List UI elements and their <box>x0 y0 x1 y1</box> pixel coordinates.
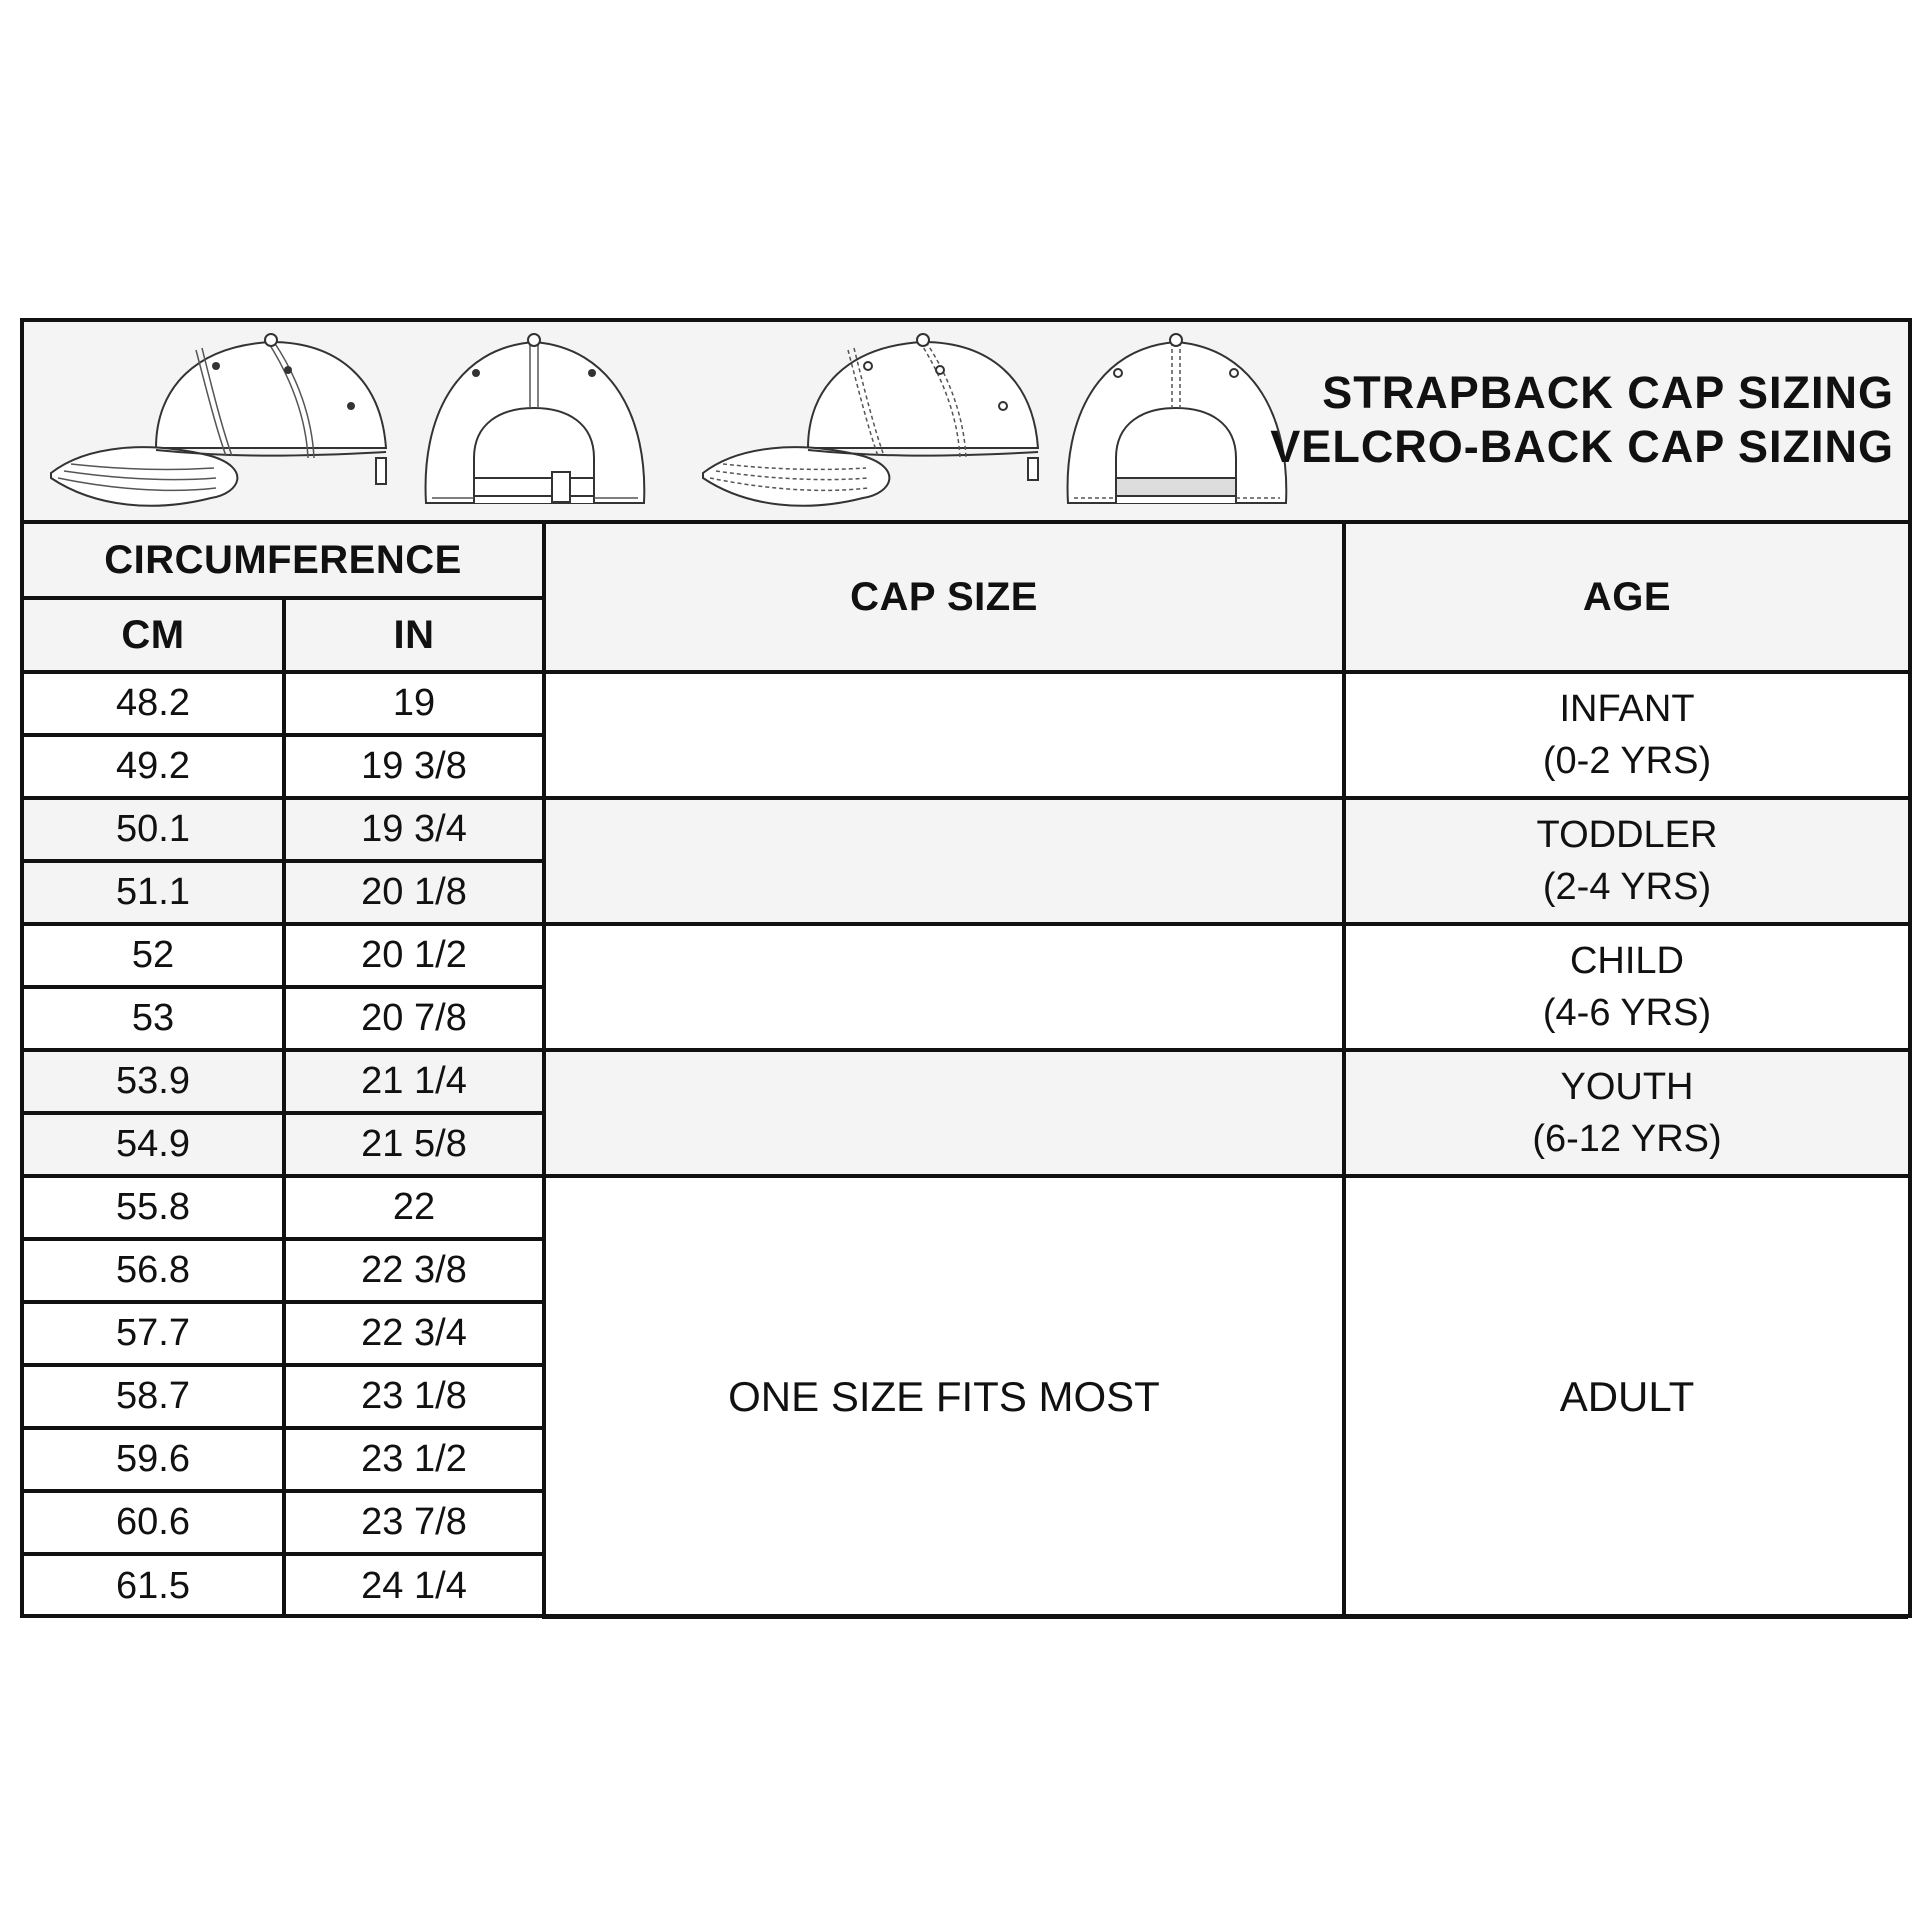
cm-cell: 50.1 <box>24 798 284 861</box>
one-size-cell: ONE SIZE FITS MOST <box>544 1176 1344 1617</box>
age-range: (6-12 YRS) <box>1532 1118 1722 1160</box>
age-cell-infant <box>1344 672 1908 798</box>
in-cell: 19 3/4 <box>284 798 544 861</box>
cm-cell: 51.1 <box>24 861 284 924</box>
in-cell: 21 1/4 <box>284 1050 544 1113</box>
cm-cell: 53.9 <box>24 1050 284 1113</box>
cap-size-cell-infant <box>544 672 1344 798</box>
in-header: IN <box>284 598 544 672</box>
cm-cell: 49.2 <box>24 735 284 798</box>
in-cell: 20 7/8 <box>284 987 544 1050</box>
size-table <box>24 524 1908 1619</box>
in-cell: 22 <box>284 1176 544 1239</box>
age-range: (2-4 YRS) <box>1542 866 1712 908</box>
cm-cell: 54.9 <box>24 1113 284 1176</box>
cm-cell: 48.2 <box>24 672 284 735</box>
in-cell: 24 1/4 <box>284 1554 544 1617</box>
title-block <box>1270 366 1894 474</box>
age-cell-adult: ADULT <box>1344 1176 1908 1617</box>
cm-header: CM <box>24 598 284 672</box>
in-cell: 23 1/2 <box>284 1428 544 1491</box>
cm-cell: 61.5 <box>24 1554 284 1617</box>
title-strapback: STRAPBACK CAP SIZING <box>1322 367 1894 418</box>
strapback-cap-side-icon <box>36 328 396 518</box>
cm-cell: 56.8 <box>24 1239 284 1302</box>
in-cell: 22 3/4 <box>284 1302 544 1365</box>
in-cell: 20 1/2 <box>284 924 544 987</box>
in-cell: 23 1/8 <box>284 1365 544 1428</box>
age-range: (0-2 YRS) <box>1542 740 1712 782</box>
cm-cell: 59.6 <box>24 1428 284 1491</box>
age-name: CHILD <box>1569 940 1685 982</box>
cap-size-cell-youth <box>544 1050 1344 1176</box>
cm-cell: 55.8 <box>24 1176 284 1239</box>
cm-cell: 57.7 <box>24 1302 284 1365</box>
circumference-header: CIRCUMFERENCE <box>24 524 544 598</box>
age-name: INFANT <box>1559 688 1695 730</box>
age-cell-youth <box>1344 1050 1908 1176</box>
in-cell: 19 3/8 <box>284 735 544 798</box>
in-cell: 20 1/8 <box>284 861 544 924</box>
age-header: AGE <box>1344 524 1908 672</box>
cm-cell: 58.7 <box>24 1365 284 1428</box>
strapback-cap-back-icon <box>416 328 654 518</box>
age-cell-toddler <box>1344 798 1908 924</box>
in-cell: 23 7/8 <box>284 1491 544 1554</box>
cm-cell: 60.6 <box>24 1491 284 1554</box>
age-name: TODDLER <box>1536 814 1718 856</box>
cap-size-cell-child <box>544 924 1344 1050</box>
in-cell: 22 3/8 <box>284 1239 544 1302</box>
cm-cell: 52 <box>24 924 284 987</box>
in-cell: 21 5/8 <box>284 1113 544 1176</box>
cap-size-cell-toddler <box>544 798 1344 924</box>
title-velcro: VELCRO-BACK CAP SIZING <box>1270 421 1894 472</box>
in-cell: 19 <box>284 672 544 735</box>
age-range: (4-6 YRS) <box>1542 992 1712 1034</box>
cap-size-header: CAP SIZE <box>544 524 1344 672</box>
header-banner <box>24 322 1908 524</box>
velcro-cap-back-icon <box>1058 328 1296 518</box>
cm-cell: 53 <box>24 987 284 1050</box>
velcro-cap-side-icon <box>688 328 1048 518</box>
age-name: YOUTH <box>1560 1066 1694 1108</box>
age-cell-child <box>1344 924 1908 1050</box>
size-chart <box>20 318 1912 1618</box>
